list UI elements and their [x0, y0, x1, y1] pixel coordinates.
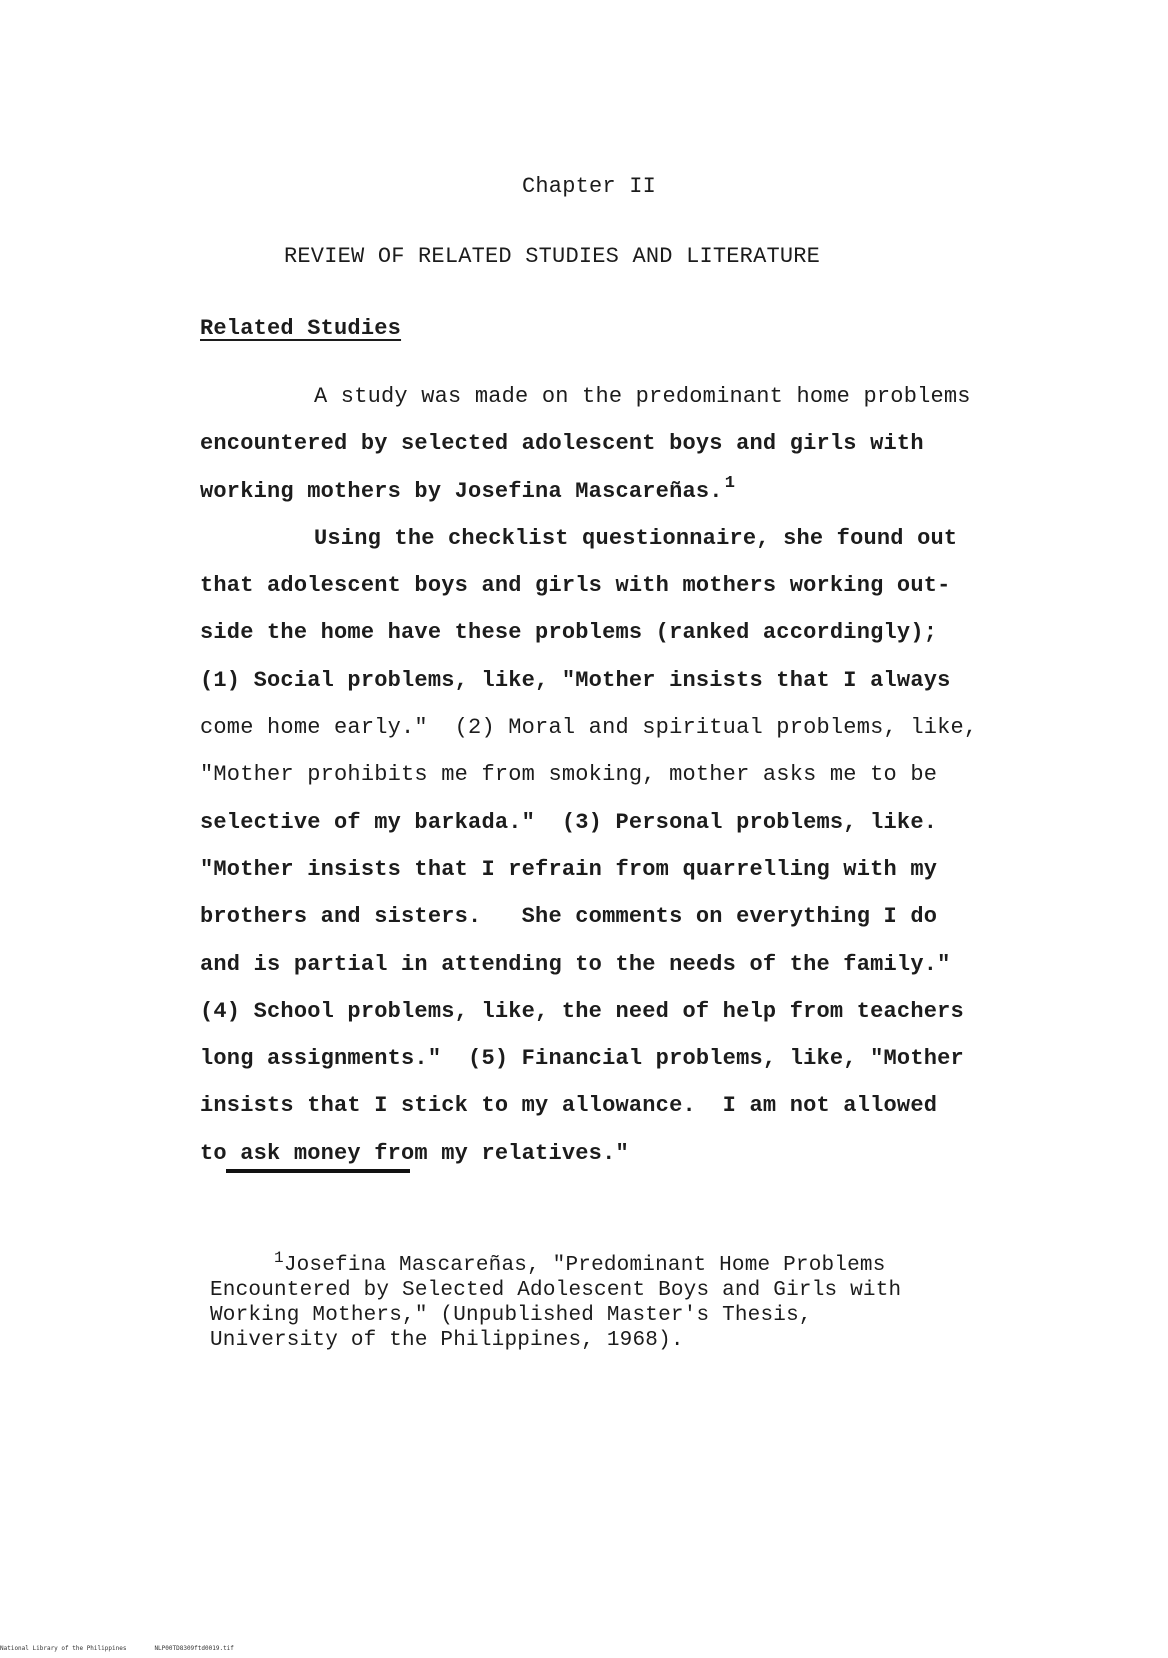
footnote-line: Working Mothers," (Unpublished Master's Thesis, [210, 1304, 812, 1327]
paragraph-1-line-with-ref [200, 473, 1000, 524]
footnote-line: University of the Philippines, 1968). [210, 1329, 684, 1352]
paragraph-2-line: Using the checklist questionnaire, she found out [314, 525, 958, 551]
paragraph-2-line: "Mother insists that I refrain from quarrelling with my [200, 856, 938, 882]
paragraph-2-line: (4) School problems, like, the need of help from teachers [200, 998, 964, 1024]
paragraph-2-line: "Mother prohibits me from smoking, mother asks me to be [200, 762, 938, 788]
footnote-divider [226, 1169, 410, 1173]
paragraph-2-line: that adolescent boys and girls with mothers working out- [200, 573, 951, 599]
footer-filename: NLP00TD8309ftd0019.tif [154, 1645, 234, 1652]
scan-footer [0, 1645, 262, 1652]
paragraph-2-line: (1) Social problems, like, "Mother insists that I always [200, 667, 951, 693]
paragraph-2-line: come home early." (2) Moral and spiritual problems, like, [200, 715, 978, 741]
footnote-line-with-mark [210, 1249, 901, 1278]
body-text [200, 382, 1000, 1186]
chapter-heading: Chapter II [522, 174, 657, 199]
section-title: REVIEW OF RELATED STUDIES AND LITERATURE [284, 244, 821, 269]
footer-library: National Library of the Philippines [0, 1645, 127, 1652]
paragraph-2-line: insists that I stick to my allowance. I am not allowed [200, 1093, 938, 1119]
paragraph-2-line: selective of my barkada." (3) Personal problems, like. [200, 809, 938, 835]
paragraph-1-line: encountered by selected adolescent boys and girls with [200, 431, 924, 457]
footnote [210, 1249, 902, 1353]
subheading-related-studies: Related Studies [200, 316, 402, 341]
paragraph-1-line: A study was made on the predominant home problems [314, 384, 971, 409]
paragraph-2-line: and is partial in attending to the needs of the family." [200, 951, 951, 977]
paragraph-2-line: side the home have these problems (ranked accordingly); [200, 620, 938, 646]
paragraph-2-line: long assignments." (5) Financial problems, like, "Mother [200, 1046, 964, 1072]
footnote-line: Josefina Mascareñas, "Predominant Home Problems [283, 1254, 886, 1277]
footnote-mark: 1 [274, 1249, 284, 1267]
footnote-reference: 1 [724, 473, 736, 493]
paragraph-1-line: working mothers by Josefina Mascareñas. [200, 478, 723, 504]
paragraph-2-line: brothers and sisters. She comments on everything I do [200, 904, 938, 930]
paragraph-2-line: to ask money from my relatives." [200, 1140, 629, 1166]
footnote-line: Encountered by Selected Adolescent Boys and Girls with [210, 1279, 902, 1302]
